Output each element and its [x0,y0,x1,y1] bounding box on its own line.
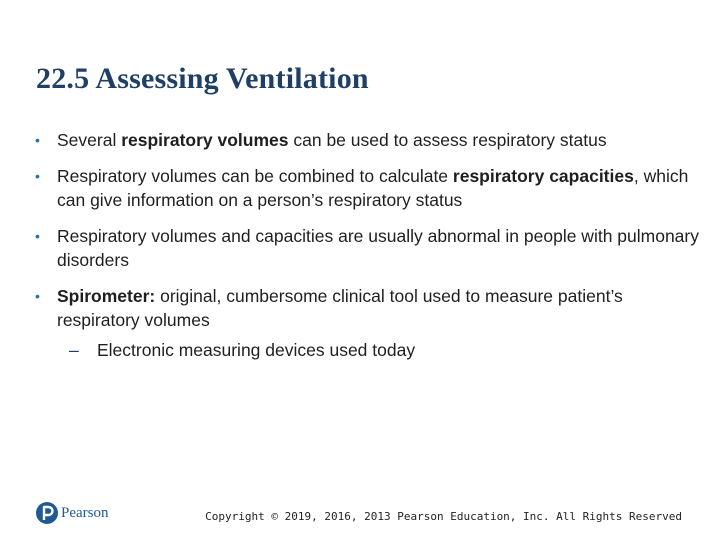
bullet-text [57,130,607,150]
bullet-icon: • [35,168,40,184]
sub-bullet-text: Electronic measuring devices used today [97,340,416,360]
bullet-text [57,166,688,210]
text-run: Respiratory volumes can be combined to calculate [57,166,453,186]
sub-bullet-item [57,338,700,362]
bold-term: Spirometer: [57,286,156,306]
text-run: , which can give information on a person’s respiratory status [57,166,689,210]
slide-title: 22.5 Assessing Ventilation [36,62,369,95]
bullet-icon: • [35,132,40,148]
bullet-icon: • [35,228,40,244]
text-run: original, cumbersome clinical tool used to measure patient’s respiratory volumes [57,286,623,330]
bullet-item [30,224,700,272]
logo-text: Pearson [61,504,109,521]
pearson-p-icon [36,502,58,524]
bold-term: respiratory volumes [121,130,289,150]
bullet-item [30,284,700,362]
text-run: can be used to assess respiratory status [288,130,607,150]
bullet-item [30,164,700,212]
copyright-notice: Copyright © 2019, 2016, 2013 Pearson Education, Inc. All Rights Reserved [205,510,682,523]
bullet-item [30,128,700,152]
bullet-text [57,286,623,330]
bullet-list [30,128,700,374]
bold-term: respiratory capacities [452,166,634,186]
bullet-text: Respiratory volumes and capacities are usually abnormal in people with pulmonary disorders [57,226,699,270]
dash-icon: – [69,340,79,360]
bullet-icon: • [35,288,40,304]
text-run: Several [57,130,122,150]
pearson-logo [36,501,109,525]
